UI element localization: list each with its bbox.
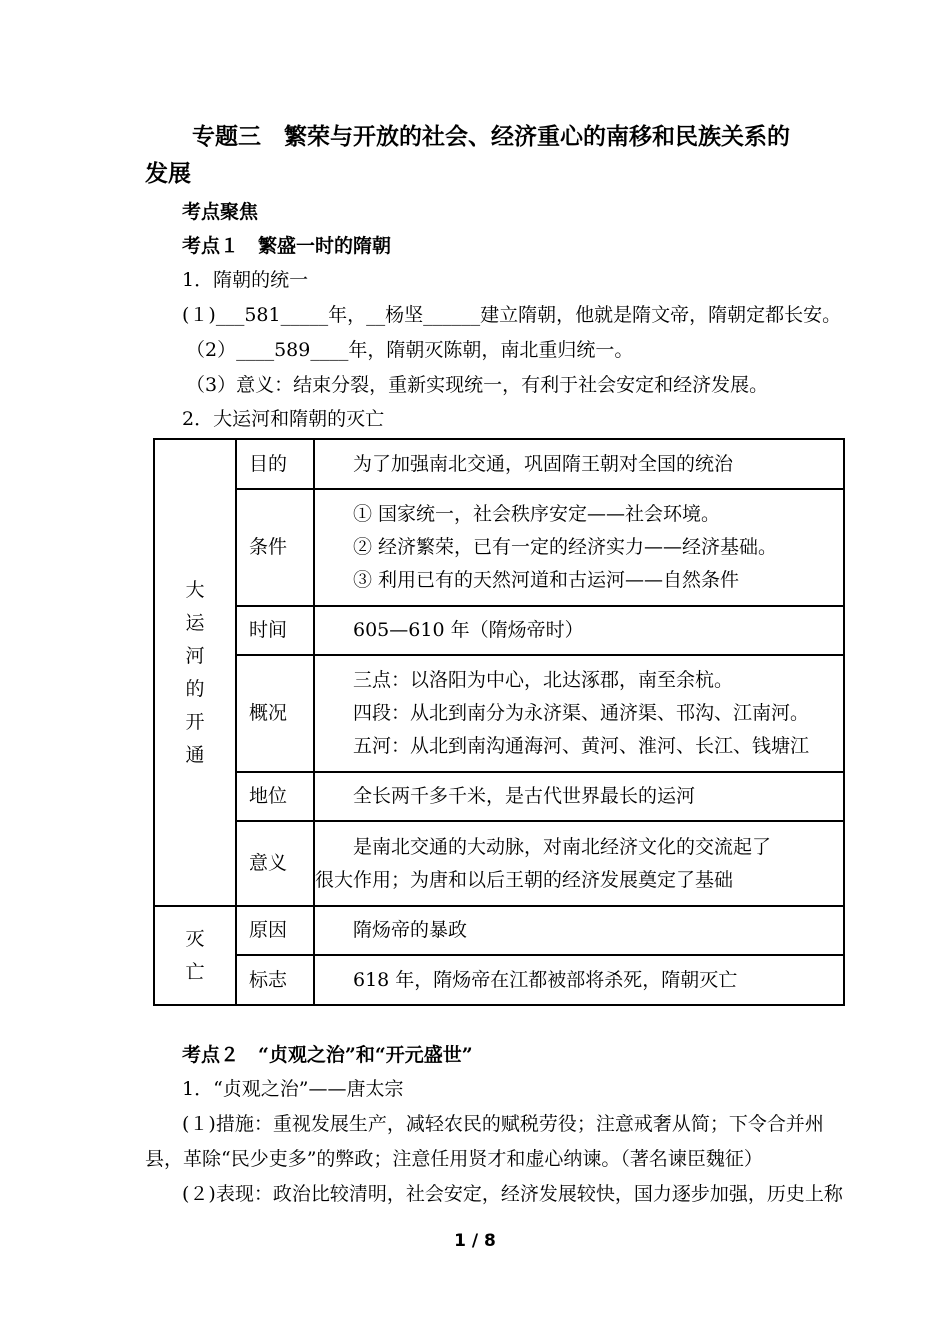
row-content <box>314 821 844 906</box>
row-label: 目的 <box>236 439 314 489</box>
content-line: 605—610 年（隋炀帝时） <box>353 619 584 641</box>
group-char: 开 <box>185 710 205 733</box>
topic2-paragraph-2: (２)表现：政治比较清明，社会安定，经济发展较快，国力逐步加强，历史上称 <box>182 1183 843 1205</box>
row-content <box>314 772 844 821</box>
content-line: 四段：从北到南分为永济渠、通济渠、邗沟、江南河。 <box>353 702 810 724</box>
topic2-subheading-1: 1．“贞观之治”——唐太宗 <box>182 1078 404 1100</box>
content-line: 是南北交通的大动脉，对南北经济文化的交流起了 <box>353 835 772 858</box>
content-line: ② 经济繁荣，已有一定的经济实力——经济基础。 <box>353 536 778 558</box>
topic2-paragraph-1b: 县，革除“民少吏多”的弊政；注意任用贤才和虚心纳谏。（著名谏臣魏征） <box>145 1148 763 1170</box>
topic1-item-1: (１)___581_____年，__杨坚______建立隋朝，他就是隋文帝，隋朝定都长安。 <box>182 304 842 326</box>
content-line: ③ 利用已有的天然河道和古运河——自然条件 <box>353 569 740 591</box>
topic2-paragraph-1a: (１)措施：重视发展生产，减轻农民的赋税劳役；注意戒奢从简；下令合并州 <box>182 1113 824 1135</box>
row-content <box>314 955 844 1005</box>
group-char: 通 <box>185 743 205 766</box>
content-line: ① 国家统一，社会秩序安定——社会环境。 <box>353 503 721 525</box>
topic1-subheading-2: 2．大运河和隋朝的灭亡 <box>182 408 385 430</box>
row-label: 意义 <box>236 821 314 906</box>
content-line: 很大作用；为唐和以后王朝的经济发展奠定了基础 <box>315 868 734 891</box>
row-label: 概况 <box>236 655 314 772</box>
page-number: 1 / 8 <box>454 1231 496 1251</box>
grand-canal-table <box>153 438 845 1006</box>
group-char: 灭 <box>185 927 205 950</box>
row-label: 地位 <box>236 772 314 821</box>
row-label: 原因 <box>236 906 314 955</box>
group-char: 河 <box>185 644 205 667</box>
row-content <box>314 489 844 606</box>
topic2-heading: 考点２ “贞观之治”和“开元盛世” <box>182 1044 473 1066</box>
page-title-line1: 专题三 繁荣与开放的社会、经济重心的南移和民族关系的 <box>192 123 790 150</box>
row-content <box>314 606 844 655</box>
group-char: 运 <box>185 611 205 634</box>
content-line: 三点：以洛阳为中心，北达涿郡，南至余杭。 <box>353 669 734 691</box>
content-line: 五河：从北到南沟通海河、黄河、淮河、长江、钱塘江 <box>353 735 810 757</box>
row-label: 标志 <box>236 955 314 1005</box>
topic1-subheading-1: 1．隋朝的统一 <box>182 269 309 291</box>
page-title-line2: 发展 <box>145 160 191 187</box>
row-label: 条件 <box>236 489 314 606</box>
section-heading: 考点聚焦 <box>182 201 259 223</box>
group-cell-fall <box>154 906 236 1005</box>
group-char: 大 <box>185 578 205 601</box>
row-content <box>314 655 844 772</box>
content-line: 全长两千多千米，是古代世界最长的运河 <box>353 785 696 807</box>
group-char: 的 <box>185 677 205 700</box>
row-content <box>314 439 844 489</box>
row-content <box>314 906 844 955</box>
content-line: 为了加强南北交通，巩固隋王朝对全国的统治 <box>353 452 734 475</box>
content-line: 隋炀帝的暴政 <box>353 919 468 941</box>
topic1-item-3: （3）意义：结束分裂，重新实现统一，有利于社会安定和经济发展。 <box>186 374 769 396</box>
topic1-item-2: （2）____589____年，隋朝灭陈朝，南北重归统一。 <box>186 339 634 361</box>
group-cell-canal <box>154 439 236 906</box>
row-label: 时间 <box>236 606 314 655</box>
content-line: 618 年，隋炀帝在江都被部将杀死，隋朝灭亡 <box>353 968 738 991</box>
group-char: 亡 <box>185 960 205 983</box>
topic1-heading: 考点１ 繁盛一时的隋朝 <box>182 235 392 257</box>
